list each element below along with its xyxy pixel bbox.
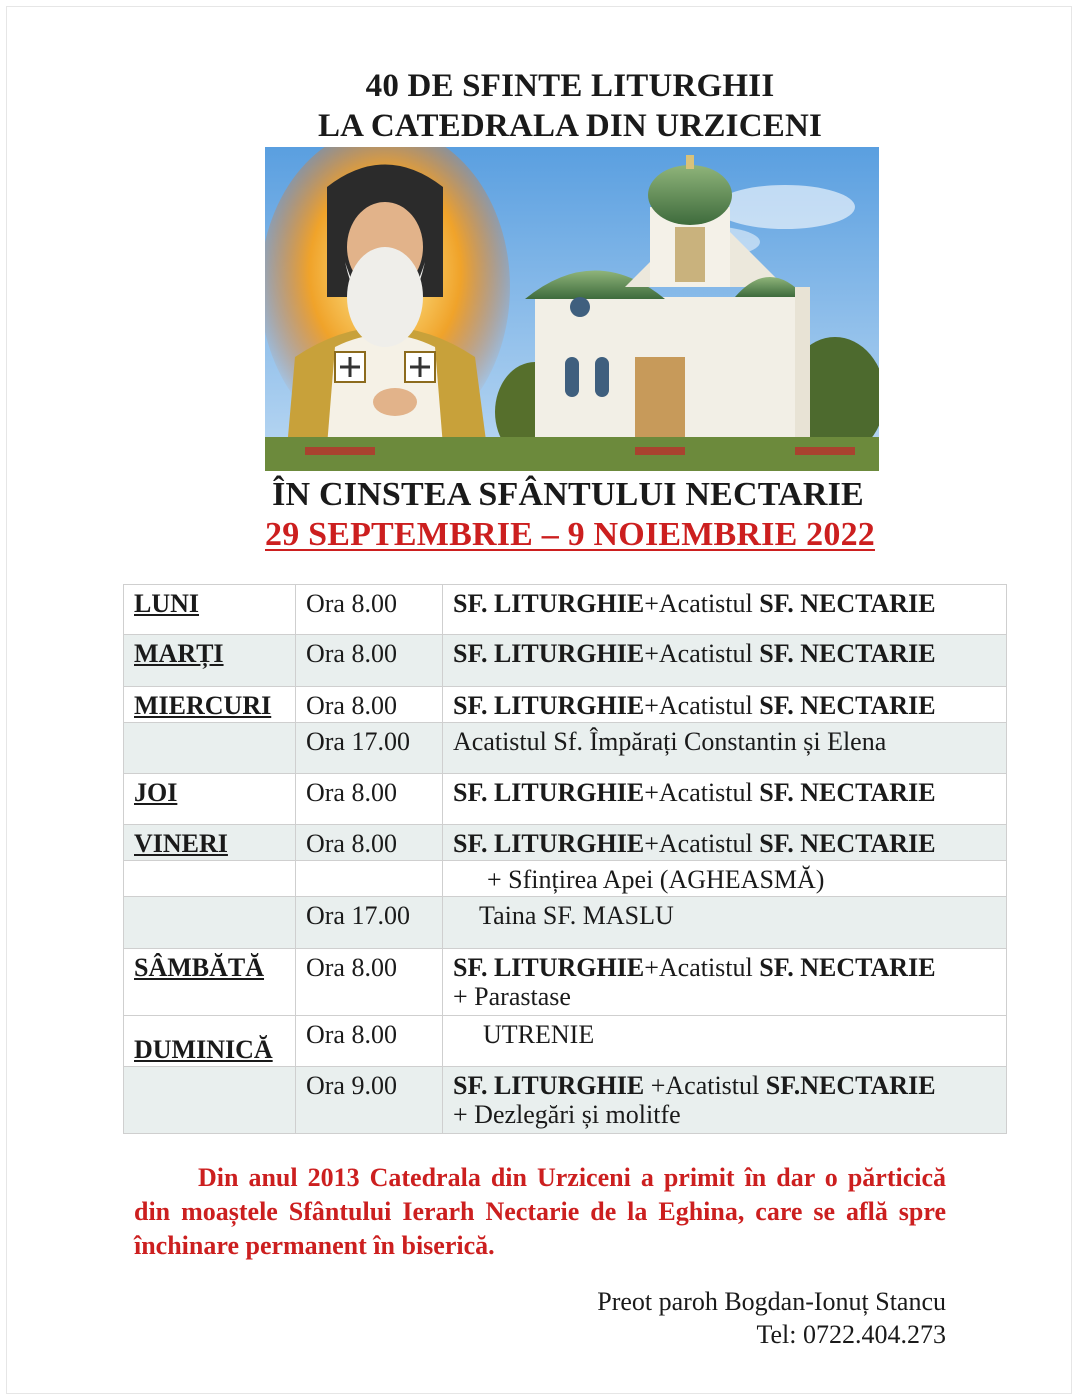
hero-image-saint-and-cathedral <box>265 147 879 471</box>
day-cell: DUMINICĂ <box>124 1016 296 1067</box>
time-cell: Ora 8.00 <box>296 585 443 635</box>
phone-number: Tel: 0722.404.273 <box>756 1320 946 1349</box>
day-cell <box>124 1067 296 1134</box>
table-row <box>124 1067 1007 1134</box>
time-cell: Ora 8.00 <box>296 949 443 1016</box>
table-row <box>124 723 1007 774</box>
day-cell <box>124 861 296 897</box>
activity-cell: SF. LITURGHIE +Acatistul SF.NECTARIE + Dezlegări și molitfe <box>443 1067 1007 1134</box>
time-cell: Ora 8.00 <box>296 1016 443 1067</box>
activity-cell: SF. LITURGHIE+Acatistul SF. NECTARIE <box>443 585 1007 635</box>
subtitle: ÎN CINSTEA SFÂNTULUI NECTARIE <box>272 476 864 513</box>
day-cell <box>124 723 296 774</box>
activity-cell: Taina SF. MASLU <box>443 897 1007 949</box>
activity-cell: Acatistul Sf. Împărați Constantin și Elena <box>443 723 1007 774</box>
relics-note: Din anul 2013 Catedrala din Urziceni a primit în dar o părticică din moaștele Sfântului Ierarh Nectarie de la Eghina, care se află spre închinare permanent în biserică. <box>134 1163 946 1260</box>
schedule-table <box>123 584 1007 1134</box>
activity-cell: SF. LITURGHIE+Acatistul SF. NECTARIE <box>443 825 1007 861</box>
table-row <box>124 635 1007 687</box>
priest-signature: Preot paroh Bogdan-Ionuț Stancu <box>597 1287 946 1316</box>
time-cell: Ora 8.00 <box>296 825 443 861</box>
activity-cell: UTRENIE <box>443 1016 1007 1067</box>
table-row <box>124 897 1007 949</box>
title-line-2: LA CATEDRALA DIN URZICENI <box>317 108 823 144</box>
day-cell: LUNI <box>124 585 296 635</box>
activity-cell: SF. LITURGHIE+Acatistul SF. NECTARIE <box>443 774 1007 825</box>
table-row <box>124 825 1007 861</box>
day-cell: SÂMBĂTĂ <box>124 949 296 1016</box>
day-cell: MIERCURI <box>124 687 296 723</box>
table-row <box>124 774 1007 825</box>
time-cell: Ora 8.00 <box>296 774 443 825</box>
time-cell: Ora 8.00 <box>296 687 443 723</box>
table-row <box>124 861 1007 897</box>
time-cell: Ora 17.00 <box>296 723 443 774</box>
activity-cell: SF. LITURGHIE+Acatistul SF. NECTARIE <box>443 635 1007 687</box>
table-row <box>124 687 1007 723</box>
activity-cell: SF. LITURGHIE+Acatistul SF. NECTARIE <box>443 687 1007 723</box>
table-row <box>124 949 1007 1016</box>
time-cell: Ora 8.00 <box>296 635 443 687</box>
event-dates: 29 SEPTEMBRIE – 9 NOIEMBRIE 2022 <box>265 516 875 553</box>
day-cell <box>124 897 296 949</box>
table-row <box>124 585 1007 635</box>
time-cell: Ora 9.00 <box>296 1067 443 1134</box>
activity-cell: SF. LITURGHIE+Acatistul SF. NECTARIE + Parastase <box>443 949 1007 1016</box>
activity-cell: + Sfințirea Apei (AGHEASMĂ) <box>443 861 1007 897</box>
time-cell <box>296 861 443 897</box>
day-cell: JOI <box>124 774 296 825</box>
time-cell: Ora 17.00 <box>296 897 443 949</box>
day-cell: MARȚI <box>124 635 296 687</box>
day-cell: VINERI <box>124 825 296 861</box>
table-row <box>124 1016 1007 1067</box>
title-line-1: 40 DE SFINTE LITURGHII <box>365 68 775 104</box>
